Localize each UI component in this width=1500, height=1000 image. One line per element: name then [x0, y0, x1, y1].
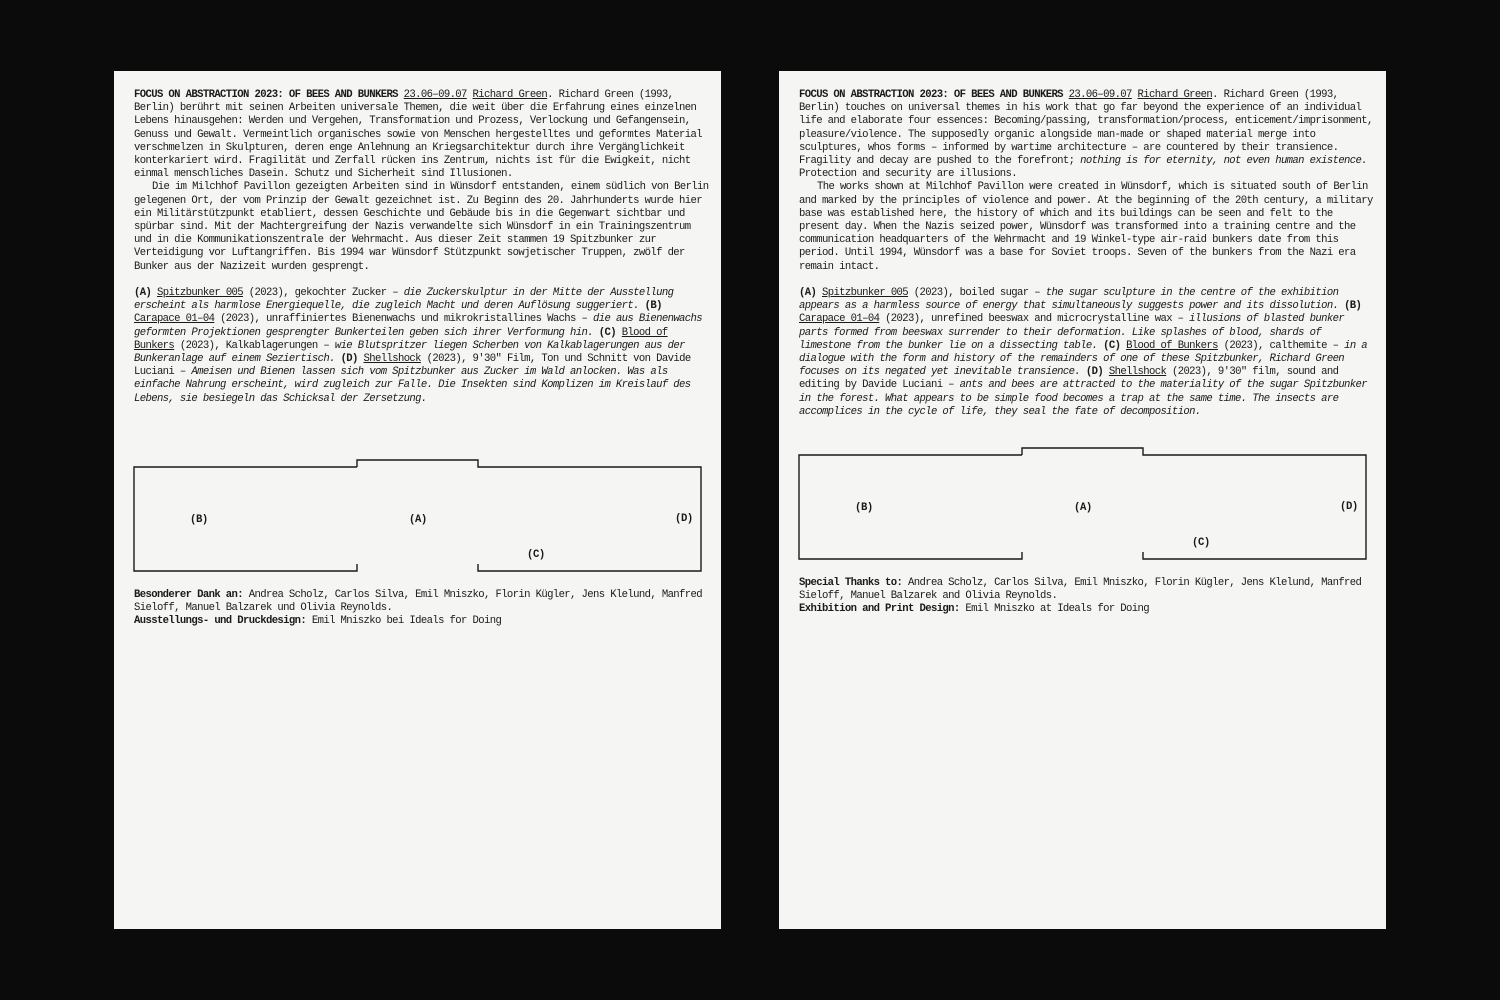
exhibition-title: FOCUS ON ABSTRACTION 2023: OF BEES AND BUNKERS — [134, 89, 398, 101]
plan-label-d: (D) — [1340, 501, 1358, 513]
work-meta: (2023), 9'30" film, sound and editing by Davide Luciani – — [799, 366, 1339, 392]
thanks-line — [134, 589, 709, 615]
work-meta: (2023), Kalkablagerungen – — [174, 339, 335, 352]
thanks-label: Special Thanks to: — [799, 577, 903, 589]
design-label: Ausstellungs- und Druckdesign: — [134, 615, 307, 628]
work-meta: (2023), unraffiniertes Bienenwachs und mikrokristallines Wachs – — [214, 313, 593, 326]
thanks-text: Andrea Scholz, Carlos Silva, Emil Mniszko, Florin Kügler, Jens Klelund, Manfred Sieloff, Manuel Balzarek and Olivia Reynolds. — [799, 577, 1362, 603]
work-meta: (2023), gekochter Zucker – — [243, 287, 404, 300]
work-meta: (2023), boiled sugar – — [908, 287, 1046, 300]
intro-italic: nothing is for eternity, not even human existence. — [1080, 155, 1368, 168]
work-title: Carapace 01–04 — [799, 313, 880, 326]
design-text: Emil Mniszko at Ideals for Doing — [959, 603, 1149, 616]
work-title: Spitzbunker 005 — [156, 287, 244, 300]
sheet-english — [779, 71, 1386, 929]
thanks-text: Andrea Scholz, Carlos Silva, Emil Mniszko, Florin Kügler, Jens Klelund, Manfred Sieloff, Manuel Balzarek und Olivia Reynolds. — [134, 589, 702, 615]
work-label: (D) — [340, 353, 358, 366]
work-title: Blood of Bunkers — [1126, 339, 1218, 352]
body-text-german — [134, 89, 709, 406]
exhibition-dates: 23.06–09.07 — [403, 89, 467, 101]
intro-paragraph — [134, 89, 709, 181]
exhibition-title: FOCUS ON ABSTRACTION 2023: OF BEES AND BUNKERS — [799, 89, 1063, 101]
design-text: Emil Mniszko bei Ideals for Doing — [306, 615, 502, 628]
history-paragraph: The works shown at Milchhof Pavillon were created in Wünsdorf, which is situated south of Berlin and marked by the principles of violence and power. At the beginning of the 20th century, a military base was established here, the history of which and its buildings can be seen and felt to the present day. When the Nazis seized power, Wünsdorf was transformed into a training centre and the communication headquarters of the Wehrmacht and 19 Winkel-type air-raid bunkers date from this period. Until 1994, Wünsdorf was a base for Soviet troops. Seven of the bunkers from the Nazi era remain intact. — [799, 181, 1373, 273]
thanks-line — [799, 577, 1374, 603]
work-title: Spitzbunker 005 — [821, 287, 909, 300]
design-line — [134, 615, 709, 628]
works-paragraph — [134, 287, 709, 406]
body-text-english — [799, 89, 1374, 419]
work-meta: (2023), calthemite – — [1217, 339, 1345, 352]
work-desc: the sugar sculpture in the centre of the exhibition appears as a harmless source of energy that simultaneously suggests power and its dissolution. — [799, 287, 1339, 313]
work-title: Carapace 01–04 — [134, 313, 215, 326]
intro-text: . Richard Green (1993, Berlin) touches on universal themes in his work that go far beyond the experience of an individual life and elaborate four essences: Becoming/passing, transformation/process, enticement/imprisonment, pleasure/violence. The supposedly organic alongside man-made or shaped material merge into sculptures, whos forms – informed by wartime architecture – are countered by their transience. Fragility and decay are pushed to the forefront; — [799, 89, 1373, 168]
plan-label-c: (C) — [527, 549, 545, 561]
work-label: (B) — [1344, 300, 1362, 313]
history-paragraph: Die im Milchhof Pavillon gezeigten Arbeiten sind in Wünsdorf entstanden, einem südlich von Berlin gelegenen Ort, der vom Prinzip der Gewalt gezeichnet ist. Zu Beginn des 20. Jahrhunderts wurde hier ein Militärstützpunkt etabliert, dessen Geschichte und Gebäude bis in die Gegenwart sichtbar und spürbar sind. Mit der Machtergreifung der Nazis verwandelte sich Wünsdorf in ein Trainingszentrum und in die Kommunikationszentrale der Wehrmacht. Aus dieser Zeit stammen 19 Spitzbunker zur Verteidigung vor Luftangriffen. Bis 1994 war Wünsdorf Stützpunkt sowjetischer Truppen, zwölf der Bunker aus der Nazizeit wurden gesprengt. — [134, 181, 709, 273]
work-desc: die Zuckerskulptur in der Mitte der Ausstellung erscheint als harmlose Energiequelle, die zugleich Macht und deren Auflösung suggeriert. — [134, 287, 674, 313]
work-desc: wie Blutspritzer liegen Scherben von Kalkablagerungen aus der Bunkeranlage auf einem Seziertisch. — [134, 339, 685, 366]
work-label: (A) — [134, 287, 152, 300]
work-meta: (2023), unrefined beeswax and microcrystalline wax – — [879, 313, 1190, 326]
work-meta: (2023), 9'30" Film, Ton und Schnitt von Davide Luciani – — [134, 353, 691, 379]
works-paragraph — [799, 287, 1374, 419]
intro-paragraph — [799, 89, 1374, 181]
floor-plan — [133, 460, 703, 572]
artist-name: Richard Green — [472, 89, 548, 101]
artist-name: Richard Green — [1137, 89, 1213, 101]
work-label: (B) — [644, 300, 662, 313]
work-label: (A) — [799, 287, 817, 300]
sheet-german — [114, 71, 721, 929]
plan-label-d: (D) — [675, 513, 693, 525]
work-title: Blood of Bunkers — [134, 326, 668, 352]
thanks-label: Besonderer Dank an: — [134, 589, 244, 601]
intro-end: Protection and security are illusions. — [799, 168, 1018, 181]
work-desc: die aus Bienenwachs geformten Projektionen gesprengter Bunkerteilen geben sich ihrer Verformung hin. — [134, 313, 703, 339]
credits-english — [799, 577, 1374, 617]
plan-label-a: (A) — [409, 514, 427, 526]
credits-german — [134, 589, 709, 629]
exhibition-dates: 23.06–09.07 — [1068, 89, 1132, 101]
floor-plan — [798, 448, 1368, 560]
plan-label-c: (C) — [1192, 537, 1210, 549]
work-desc: ants and bees are attracted to the materiality of the sugar Spitzbunker in the forest. What appears to be simple food becomes a trap at the same time. The insects are accomplices in the cycle of life, they seal the fate of decomposition. — [799, 379, 1368, 418]
intro-text: . Richard Green (1993, Berlin) berührt mit seinen Arbeiten universale Themen, die weit über die Erfahrung eines einzelnen Lebens hinausgehen: Werden und Vergehen, Transformation und Prozess, Verlockung und Gefangensein, Genuss und Gewalt. Vermeintlich organisches sowie von Menschen hergestelltes und geformtes Material verschmelzen in Skulpturen, deren enge Anlehnung an Kriegsarchitektur durch ihre Vergänglichkeit konterkariert wird. Fragilität und Zerfall rücken ins Zentrum, nichts ist für die Ewigkeit, nicht einmal menschliches Dasein. Schutz und Sicherheit sind Illusionen. — [134, 89, 702, 181]
work-label: (D) — [1085, 366, 1104, 379]
design-line — [799, 603, 1374, 616]
work-label: (C) — [1103, 339, 1121, 352]
work-label: (C) — [598, 326, 616, 339]
design-label: Exhibition and Print Design: — [799, 603, 960, 616]
plan-label-b: (B) — [855, 502, 873, 514]
work-desc: illusions of blasted bunker parts formed from beeswax surrender to their deformation. Like splashes of blood, shards of limestone from the bunker lie on a dissecting table. — [799, 313, 1345, 352]
work-desc: in a dialogue with the form and history of the remainders of one of these Spitzbunker, Richard Green focuses on its negated yet inevitable transience. — [799, 339, 1368, 379]
work-desc: Ameisen und Bienen lassen sich vom Spitzbunker aus Zucker im Wald anlocken. Was als einfache Nahrung erscheint, wird zugleich zur Falle. Die Insekten sind Komplizen im Kreislauf des Lebens, sie besiegeln das Schicksal der Zersetzung. — [134, 366, 691, 405]
work-title: Shellshock — [1108, 366, 1167, 379]
work-title: Shellshock — [363, 353, 421, 366]
plan-label-b: (B) — [190, 514, 208, 526]
plan-label-a: (A) — [1074, 502, 1092, 514]
